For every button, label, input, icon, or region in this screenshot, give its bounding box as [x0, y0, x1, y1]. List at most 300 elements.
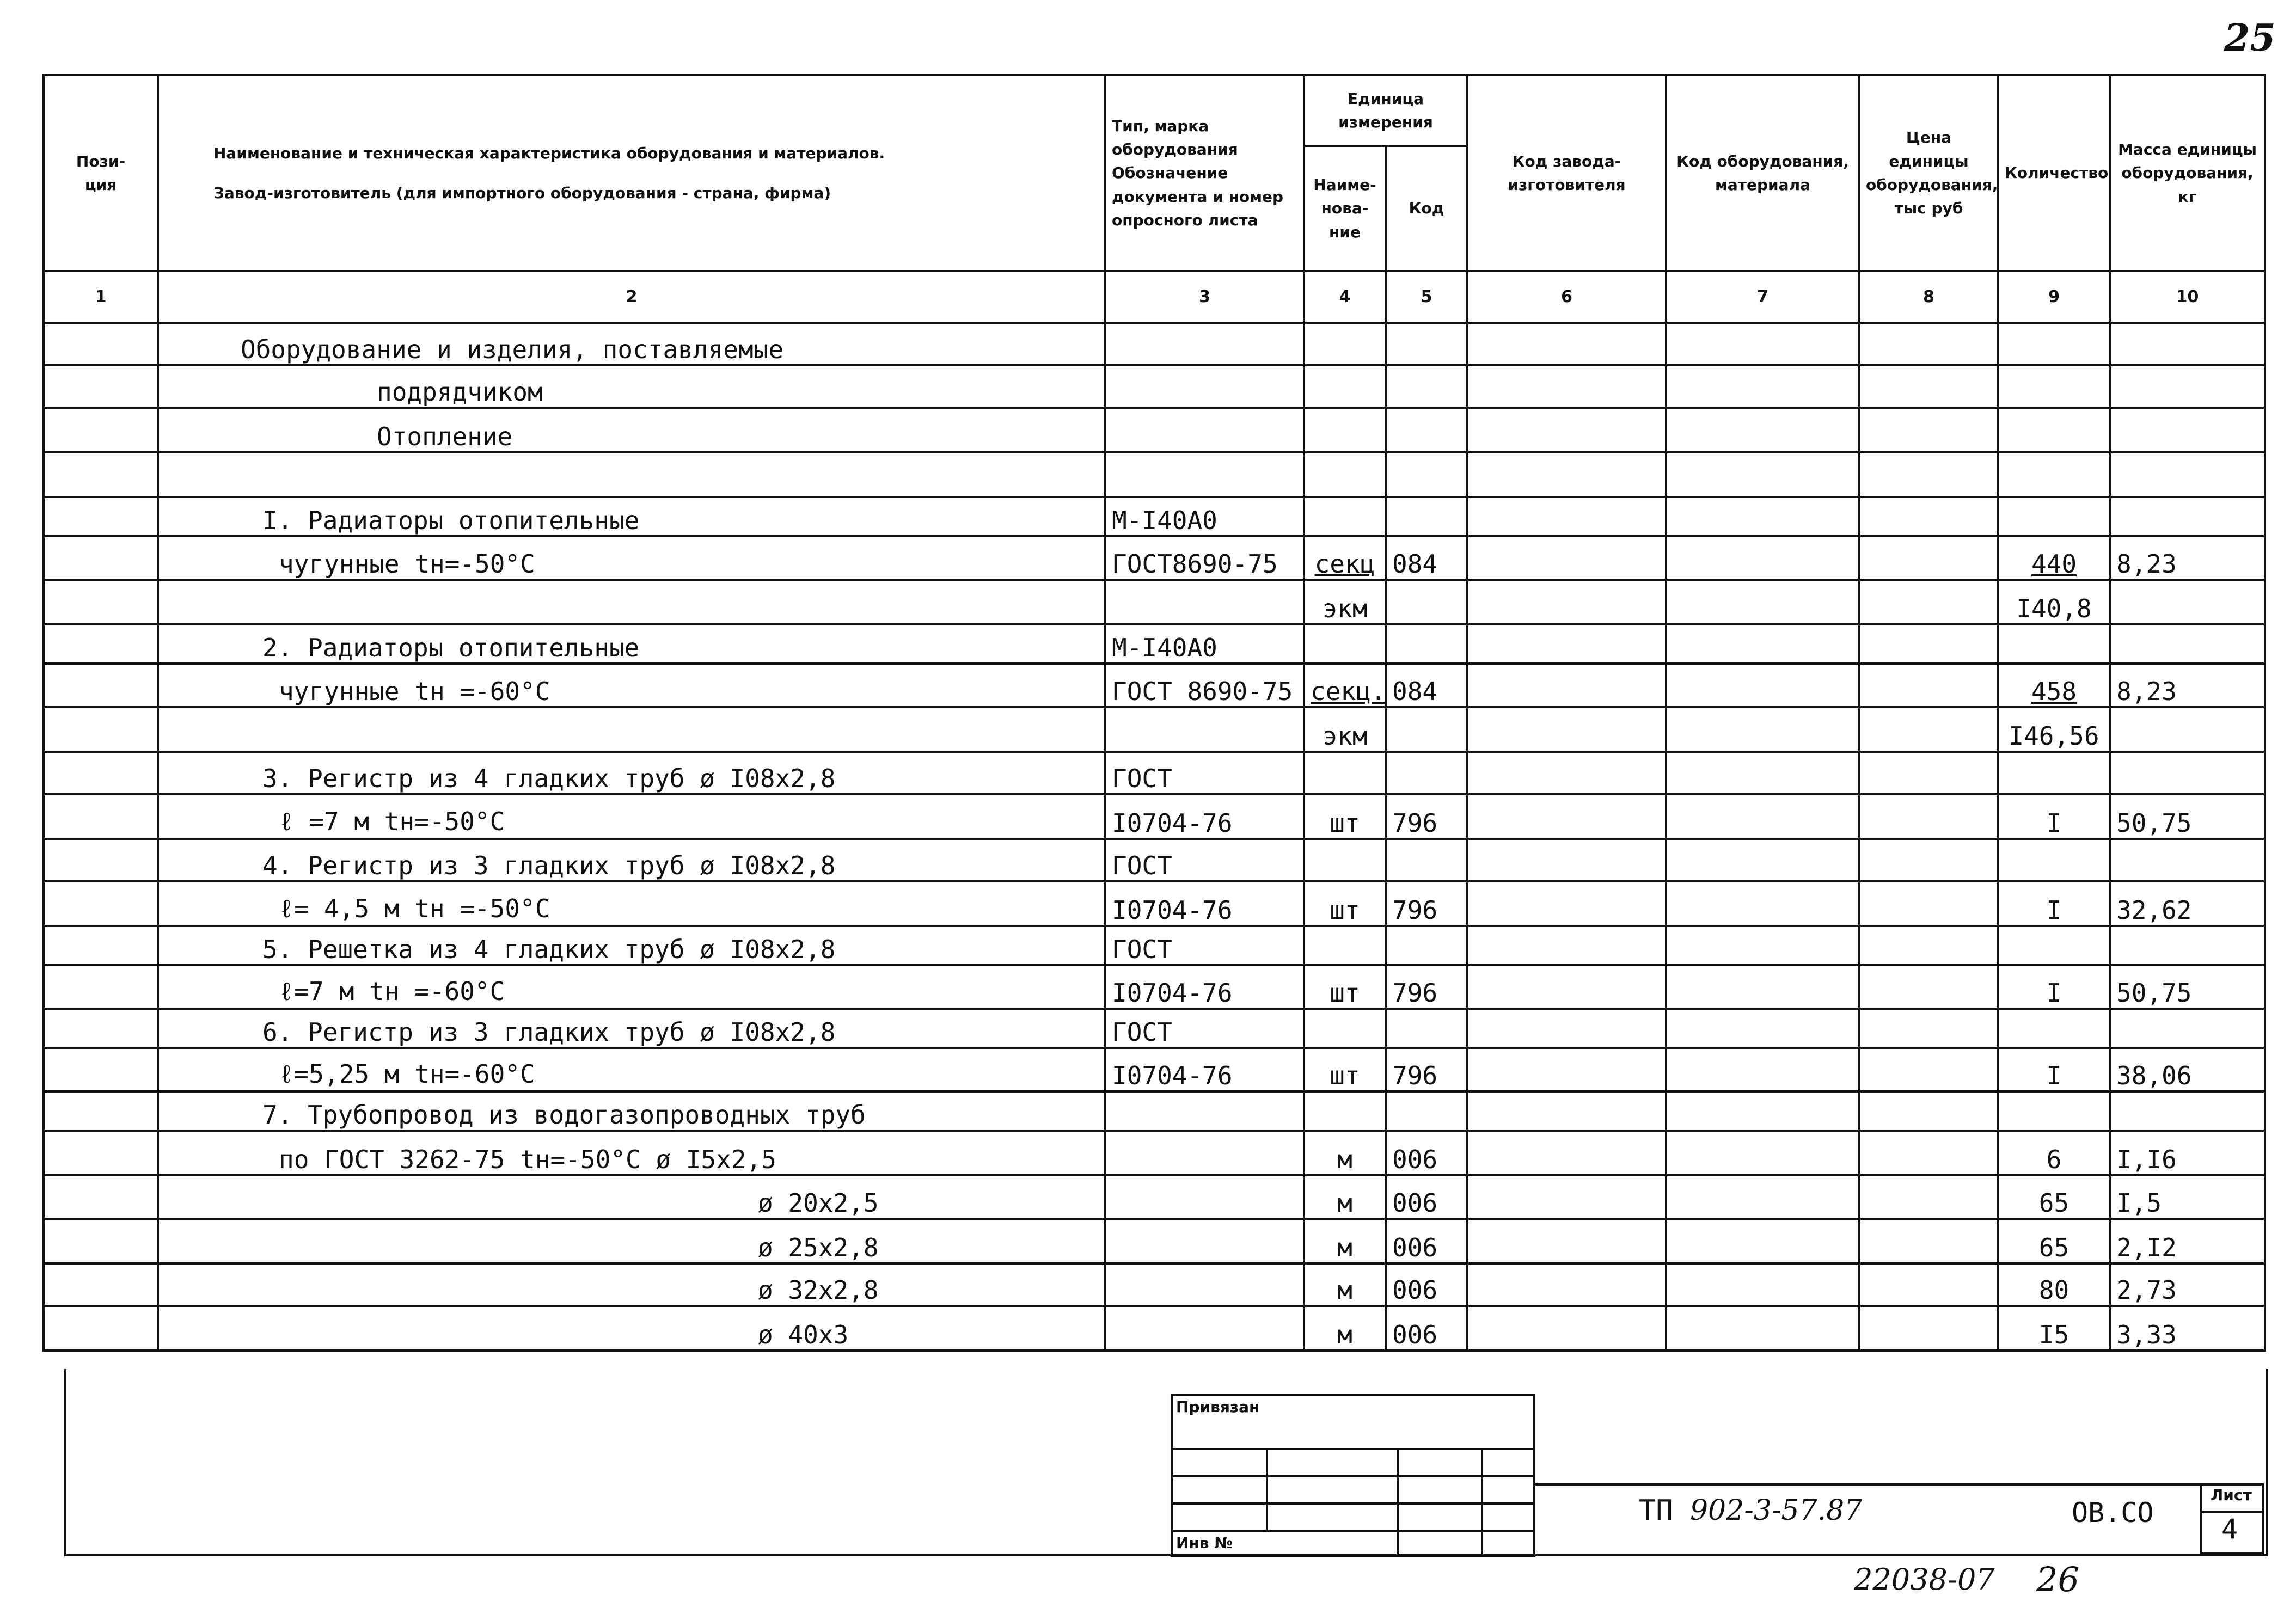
quantity-cell: I: [1998, 1048, 2110, 1091]
item-type-cell: М-I40А0: [1105, 624, 1304, 664]
unit-code-cell: [1386, 624, 1467, 664]
item-type-cell: [1105, 452, 1304, 497]
table-row: [44, 965, 2265, 1009]
item-name-cell: ℓ=5,25 м tн=-60°С: [158, 1048, 1105, 1091]
equipment-code-cell: [1666, 794, 1859, 839]
title-block-line: [1535, 1483, 2264, 1486]
price-cell: [1859, 497, 1998, 536]
position-cell: [44, 794, 158, 839]
plant-code-cell: [1467, 1219, 1666, 1263]
item-type-cell: ГОСТ8690-75: [1105, 536, 1304, 580]
price-cell: [1859, 624, 1998, 664]
mass-cell: [2110, 839, 2265, 881]
item-name-cell: 5. Решетка из 4 гладких труб ø I08х2,8: [158, 926, 1105, 965]
position-cell: [44, 752, 158, 794]
mass-cell: 8,23: [2110, 536, 2265, 580]
price-cell: [1859, 323, 1998, 365]
mass-cell: [2110, 580, 2265, 624]
price-cell: [1859, 965, 1998, 1009]
item-type-cell: ГОСТ: [1105, 839, 1304, 881]
column-number-row: [44, 271, 2265, 323]
quantity-cell: [1998, 926, 2110, 965]
item-name-cell: Оборудование и изделия, поставляемые: [158, 323, 1105, 365]
item-type-cell: [1105, 1219, 1304, 1263]
unit-name-cell: [1304, 452, 1386, 497]
stamp-title: Привязан: [1176, 1398, 1260, 1416]
equipment-code-cell: [1666, 664, 1859, 707]
item-name-cell: 3. Регистр из 4 гладких труб ø I08х2,8: [158, 752, 1105, 794]
mass-cell: [2110, 1091, 2265, 1131]
header-unit-code: Код: [1386, 146, 1467, 271]
position-cell: [44, 497, 158, 536]
unit-name-cell: шт: [1304, 794, 1386, 839]
unit-name-cell: м: [1304, 1219, 1386, 1263]
item-name-cell: I. Радиаторы отопительные: [158, 497, 1105, 536]
mass-cell: 8,23: [2110, 664, 2265, 707]
table-row: [44, 497, 2265, 536]
unit-code-cell: [1386, 408, 1467, 452]
price-cell: [1859, 1048, 1998, 1091]
price-cell: [1859, 881, 1998, 926]
header-row-1: [44, 75, 2265, 146]
item-name-cell: ø 25х2,8: [158, 1219, 1105, 1263]
position-cell: [44, 1263, 158, 1306]
column-number: 10: [2110, 271, 2265, 323]
price-cell: [1859, 1306, 1998, 1351]
position-cell: [44, 881, 158, 926]
price-cell: [1859, 1009, 1998, 1048]
item-type-cell: [1105, 580, 1304, 624]
price-cell: [1859, 536, 1998, 580]
table-row: [44, 408, 2265, 452]
price-cell: [1859, 794, 1998, 839]
header-unit-name: Наиме-нова-ние: [1304, 146, 1386, 271]
header-name-line1: Наименование и техническая характеристика оборудования и материалов.: [213, 144, 885, 162]
footer-page: 26: [2036, 1560, 2079, 1599]
price-cell: [1859, 1175, 1998, 1219]
unit-name-cell: м: [1304, 1131, 1386, 1175]
position-cell: [44, 1131, 158, 1175]
equipment-code-cell: [1666, 1175, 1859, 1219]
column-number: 8: [1859, 271, 1998, 323]
plant-code-cell: [1467, 497, 1666, 536]
table-row: [44, 1175, 2265, 1219]
item-type-cell: ГОСТ 8690-75: [1105, 664, 1304, 707]
table-body: [44, 323, 2265, 1351]
price-cell: [1859, 839, 1998, 881]
plant-code-cell: [1467, 365, 1666, 408]
item-type-cell: М-I40А0: [1105, 497, 1304, 536]
unit-name-cell: шт: [1304, 965, 1386, 1009]
mass-cell: 32,62: [2110, 881, 2265, 926]
plant-code-cell: [1467, 624, 1666, 664]
plant-code-cell: [1467, 1091, 1666, 1131]
unit-name-cell: шт: [1304, 881, 1386, 926]
quantity-cell: [1998, 452, 2110, 497]
header-equipment-code: Код оборудования, материала: [1666, 75, 1859, 271]
equipment-code-cell: [1666, 1048, 1859, 1091]
item-type-cell: ГОСТ: [1105, 752, 1304, 794]
price-cell: [1859, 926, 1998, 965]
header-name: [158, 75, 1105, 271]
item-name-cell: 4. Регистр из 3 гладких труб ø I08х2,8: [158, 839, 1105, 881]
mass-cell: 2,I2: [2110, 1219, 2265, 1263]
unit-code-cell: 006: [1386, 1175, 1467, 1219]
item-name-cell: 2. Радиаторы отопительные: [158, 624, 1105, 664]
unit-name-cell: шт: [1304, 1048, 1386, 1091]
quantity-cell: [1998, 839, 2110, 881]
plant-code-cell: [1467, 323, 1666, 365]
unit-code-cell: 084: [1386, 536, 1467, 580]
item-type-cell: [1105, 1091, 1304, 1131]
item-name-cell: ø 40х3: [158, 1306, 1105, 1351]
quantity-cell: [1998, 497, 2110, 536]
table-row: [44, 752, 2265, 794]
unit-code-cell: 084: [1386, 664, 1467, 707]
quantity-cell: [1998, 752, 2110, 794]
document-code-number: 902-3-57.87: [1689, 1494, 1863, 1527]
price-cell: [1859, 1263, 1998, 1306]
sheet-number: 4: [2221, 1513, 2238, 1545]
unit-code-cell: 006: [1386, 1263, 1467, 1306]
column-number: 3: [1105, 271, 1304, 323]
sheet-label: Лист: [2211, 1486, 2252, 1504]
plant-code-cell: [1467, 881, 1666, 926]
table-row: [44, 881, 2265, 926]
position-cell: [44, 1091, 158, 1131]
price-cell: [1859, 664, 1998, 707]
unit-code-cell: 796: [1386, 881, 1467, 926]
equipment-code-cell: [1666, 1091, 1859, 1131]
mass-cell: [2110, 365, 2265, 408]
item-type-cell: [1105, 1306, 1304, 1351]
item-type-cell: I0704-76: [1105, 881, 1304, 926]
unit-code-cell: 006: [1386, 1306, 1467, 1351]
mass-cell: [2110, 926, 2265, 965]
mass-cell: 38,06: [2110, 1048, 2265, 1091]
item-type-cell: [1105, 1263, 1304, 1306]
position-cell: [44, 707, 158, 752]
position-cell: [44, 365, 158, 408]
item-type-cell: [1105, 365, 1304, 408]
quantity-cell: 65: [1998, 1219, 2110, 1263]
unit-name-cell: [1304, 752, 1386, 794]
quantity-cell: I5: [1998, 1306, 2110, 1351]
table-row: [44, 794, 2265, 839]
item-name-cell: 6. Регистр из 3 гладких труб ø I08х2,8: [158, 1009, 1105, 1048]
unit-name-cell: [1304, 926, 1386, 965]
equipment-code-cell: [1666, 1219, 1859, 1263]
price-cell: [1859, 580, 1998, 624]
plant-code-cell: [1467, 965, 1666, 1009]
position-cell: [44, 839, 158, 881]
unit-code-cell: [1386, 452, 1467, 497]
specification-table: [42, 74, 2266, 1352]
unit-name-cell: [1304, 1091, 1386, 1131]
plant-code-cell: [1467, 1175, 1666, 1219]
price-cell: [1859, 1131, 1998, 1175]
mass-cell: 2,73: [2110, 1263, 2265, 1306]
plant-code-cell: [1467, 664, 1666, 707]
position-cell: [44, 1306, 158, 1351]
unit-code-cell: [1386, 497, 1467, 536]
mass-cell: 50,75: [2110, 965, 2265, 1009]
mass-cell: [2110, 497, 2265, 536]
unit-code-cell: [1386, 1091, 1467, 1131]
unit-code-cell: [1386, 926, 1467, 965]
stamp-line: [1481, 1448, 1483, 1557]
table-row: [44, 1131, 2265, 1175]
table-row: [44, 1009, 2265, 1048]
unit-name-cell: экм: [1304, 707, 1386, 752]
item-name-cell: ℓ= 4,5 м tн =-50°С: [158, 881, 1105, 926]
table-row: [44, 1219, 2265, 1263]
position-cell: [44, 1009, 158, 1048]
unit-name-cell: м: [1304, 1175, 1386, 1219]
mass-cell: I,5: [2110, 1175, 2265, 1219]
plant-code-cell: [1467, 707, 1666, 752]
price-cell: [1859, 365, 1998, 408]
table-row: [44, 536, 2265, 580]
quantity-cell: I40,8: [1998, 580, 2110, 624]
stamp-inventory-label: Инв №: [1176, 1534, 1233, 1552]
quantity-cell: [1998, 1009, 2110, 1048]
quantity-cell: I: [1998, 794, 2110, 839]
price-cell: [1859, 408, 1998, 452]
mass-cell: [2110, 1009, 2265, 1048]
sheet-box-line: [2200, 1511, 2264, 1513]
item-name-cell: ℓ=7 м tн =-60°С: [158, 965, 1105, 1009]
unit-code-cell: [1386, 707, 1467, 752]
unit-name-cell: м: [1304, 1263, 1386, 1306]
plant-code-cell: [1467, 839, 1666, 881]
unit-name-cell: [1304, 1009, 1386, 1048]
unit-code-cell: [1386, 1009, 1467, 1048]
price-cell: [1859, 1091, 1998, 1131]
document-code-prefix: ТП: [1639, 1494, 1673, 1527]
equipment-code-cell: [1666, 926, 1859, 965]
item-type-cell: I0704-76: [1105, 965, 1304, 1009]
quantity-cell: 458: [1998, 664, 2110, 707]
item-type-cell: I0704-76: [1105, 794, 1304, 839]
position-cell: [44, 452, 158, 497]
column-number: 6: [1467, 271, 1666, 323]
unit-code-cell: [1386, 580, 1467, 624]
table-row: [44, 580, 2265, 624]
position-cell: [44, 624, 158, 664]
quantity-cell: [1998, 624, 2110, 664]
unit-name-cell: [1304, 624, 1386, 664]
equipment-code-cell: [1666, 497, 1859, 536]
equipment-code-cell: [1666, 580, 1859, 624]
table-row: [44, 624, 2265, 664]
equipment-code-cell: [1666, 707, 1859, 752]
position-cell: [44, 536, 158, 580]
unit-code-cell: [1386, 323, 1467, 365]
item-type-cell: ГОСТ: [1105, 926, 1304, 965]
table-row: [44, 365, 2265, 408]
mass-cell: 3,33: [2110, 1306, 2265, 1351]
quantity-cell: I: [1998, 881, 2110, 926]
unit-code-cell: [1386, 752, 1467, 794]
item-name-cell: ℓ =7 м tн=-50°С: [158, 794, 1105, 839]
equipment-code-cell: [1666, 624, 1859, 664]
table-row: [44, 707, 2265, 752]
quantity-cell: [1998, 408, 2110, 452]
mass-cell: [2110, 408, 2265, 452]
unit-code-cell: 006: [1386, 1219, 1467, 1263]
mass-cell: [2110, 323, 2265, 365]
position-cell: [44, 323, 158, 365]
item-name-cell: 7. Трубопровод из водогазопроводных труб: [158, 1091, 1105, 1131]
document-mark: ОВ.СО: [2072, 1497, 2154, 1529]
column-number: 2: [158, 271, 1105, 323]
equipment-code-cell: [1666, 452, 1859, 497]
mass-cell: [2110, 452, 2265, 497]
plant-code-cell: [1467, 452, 1666, 497]
unit-code-cell: [1386, 839, 1467, 881]
quantity-cell: [1998, 1091, 2110, 1131]
equipment-code-cell: [1666, 881, 1859, 926]
quantity-cell: [1998, 323, 2110, 365]
plant-code-cell: [1467, 926, 1666, 965]
item-type-cell: [1105, 323, 1304, 365]
header-name-line2: Завод-изготовитель (для импортного оборудования - страна, фирма): [213, 184, 831, 202]
item-name-cell: подрядчиком: [158, 365, 1105, 408]
mass-cell: [2110, 752, 2265, 794]
mass-cell: I,I6: [2110, 1131, 2265, 1175]
unit-name-cell: секц.: [1304, 664, 1386, 707]
unit-name-cell: [1304, 839, 1386, 881]
stamp-line: [1266, 1448, 1268, 1530]
position-cell: [44, 1175, 158, 1219]
plant-code-cell: [1467, 1048, 1666, 1091]
price-cell: [1859, 452, 1998, 497]
plant-code-cell: [1467, 408, 1666, 452]
position-cell: [44, 926, 158, 965]
unit-name-cell: экм: [1304, 580, 1386, 624]
header-plant-code: Код завода-изготовителя: [1467, 75, 1666, 271]
position-cell: [44, 1219, 158, 1263]
column-number: 5: [1386, 271, 1467, 323]
position-cell: [44, 408, 158, 452]
item-name-cell: чугунные tн=-50°С: [158, 536, 1105, 580]
plant-code-cell: [1467, 536, 1666, 580]
position-cell: [44, 965, 158, 1009]
plant-code-cell: [1467, 1306, 1666, 1351]
plant-code-cell: [1467, 1009, 1666, 1048]
unit-code-cell: [1386, 365, 1467, 408]
position-cell: [44, 1048, 158, 1091]
unit-name-cell: м: [1304, 1306, 1386, 1351]
header-type: Тип, марка оборудования Обозначение документа и номер опросного листа: [1105, 75, 1304, 271]
price-cell: [1859, 752, 1998, 794]
header-position: Пози- ция: [44, 75, 158, 271]
table-row: [44, 323, 2265, 365]
quantity-cell: I46,56: [1998, 707, 2110, 752]
table-row: [44, 926, 2265, 965]
quantity-cell: 440: [1998, 536, 2110, 580]
column-number: 4: [1304, 271, 1386, 323]
stamp-line: [1397, 1448, 1399, 1557]
item-name-cell: по ГОСТ 3262-75 tн=-50°С ø I5х2,5: [158, 1131, 1105, 1175]
document-code: [1639, 1494, 1862, 1527]
table-row: [44, 839, 2265, 881]
plant-code-cell: [1467, 752, 1666, 794]
unit-name-cell: [1304, 323, 1386, 365]
column-number: 1: [44, 271, 158, 323]
equipment-code-cell: [1666, 365, 1859, 408]
item-type-cell: [1105, 707, 1304, 752]
quantity-cell: 65: [1998, 1175, 2110, 1219]
equipment-code-cell: [1666, 965, 1859, 1009]
item-name-cell: ø 20х2,5: [158, 1175, 1105, 1219]
unit-code-cell: 006: [1386, 1131, 1467, 1175]
plant-code-cell: [1467, 580, 1666, 624]
item-type-cell: [1105, 1131, 1304, 1175]
quantity-cell: I: [1998, 965, 2110, 1009]
item-name-cell: чугунные tн =-60°С: [158, 664, 1105, 707]
plant-code-cell: [1467, 794, 1666, 839]
equipment-code-cell: [1666, 839, 1859, 881]
header-price: Цена единицы оборудования, тыс руб: [1859, 75, 1998, 271]
table-row: [44, 1263, 2265, 1306]
item-type-cell: ГОСТ: [1105, 1009, 1304, 1048]
mass-cell: [2110, 707, 2265, 752]
equipment-code-cell: [1666, 536, 1859, 580]
mass-cell: [2110, 624, 2265, 664]
equipment-code-cell: [1666, 408, 1859, 452]
item-type-cell: [1105, 1175, 1304, 1219]
position-cell: [44, 664, 158, 707]
table-row: [44, 1306, 2265, 1351]
position-cell: [44, 580, 158, 624]
item-name-cell: Отопление: [158, 408, 1105, 452]
form-frame: [64, 1369, 2268, 1556]
quantity-cell: [1998, 365, 2110, 408]
item-name-cell: [158, 452, 1105, 497]
equipment-code-cell: [1666, 752, 1859, 794]
plant-code-cell: [1467, 1263, 1666, 1306]
page-number: 25: [2224, 16, 2276, 60]
unit-name-cell: секц: [1304, 536, 1386, 580]
unit-name-cell: [1304, 497, 1386, 536]
equipment-code-cell: [1666, 1306, 1859, 1351]
unit-code-cell: 796: [1386, 794, 1467, 839]
unit-code-cell: 796: [1386, 1048, 1467, 1091]
item-name-cell: [158, 707, 1105, 752]
equipment-code-cell: [1666, 1263, 1859, 1306]
quantity-cell: 80: [1998, 1263, 2110, 1306]
item-type-cell: I0704-76: [1105, 1048, 1304, 1091]
quantity-cell: 6: [1998, 1131, 2110, 1175]
mass-cell: 50,75: [2110, 794, 2265, 839]
table-row: [44, 452, 2265, 497]
equipment-code-cell: [1666, 1131, 1859, 1175]
item-name-cell: [158, 580, 1105, 624]
plant-code-cell: [1467, 1131, 1666, 1175]
header-mass: Масса единицы оборудования, кг: [2110, 75, 2265, 271]
column-number: 7: [1666, 271, 1859, 323]
equipment-code-cell: [1666, 323, 1859, 365]
equipment-code-cell: [1666, 1009, 1859, 1048]
header-unit: Единица измерения: [1304, 75, 1467, 146]
header-quantity: Количество: [1998, 75, 2110, 271]
column-number: 9: [1998, 271, 2110, 323]
item-type-cell: [1105, 408, 1304, 452]
table-row: [44, 1048, 2265, 1091]
unit-code-cell: 796: [1386, 965, 1467, 1009]
